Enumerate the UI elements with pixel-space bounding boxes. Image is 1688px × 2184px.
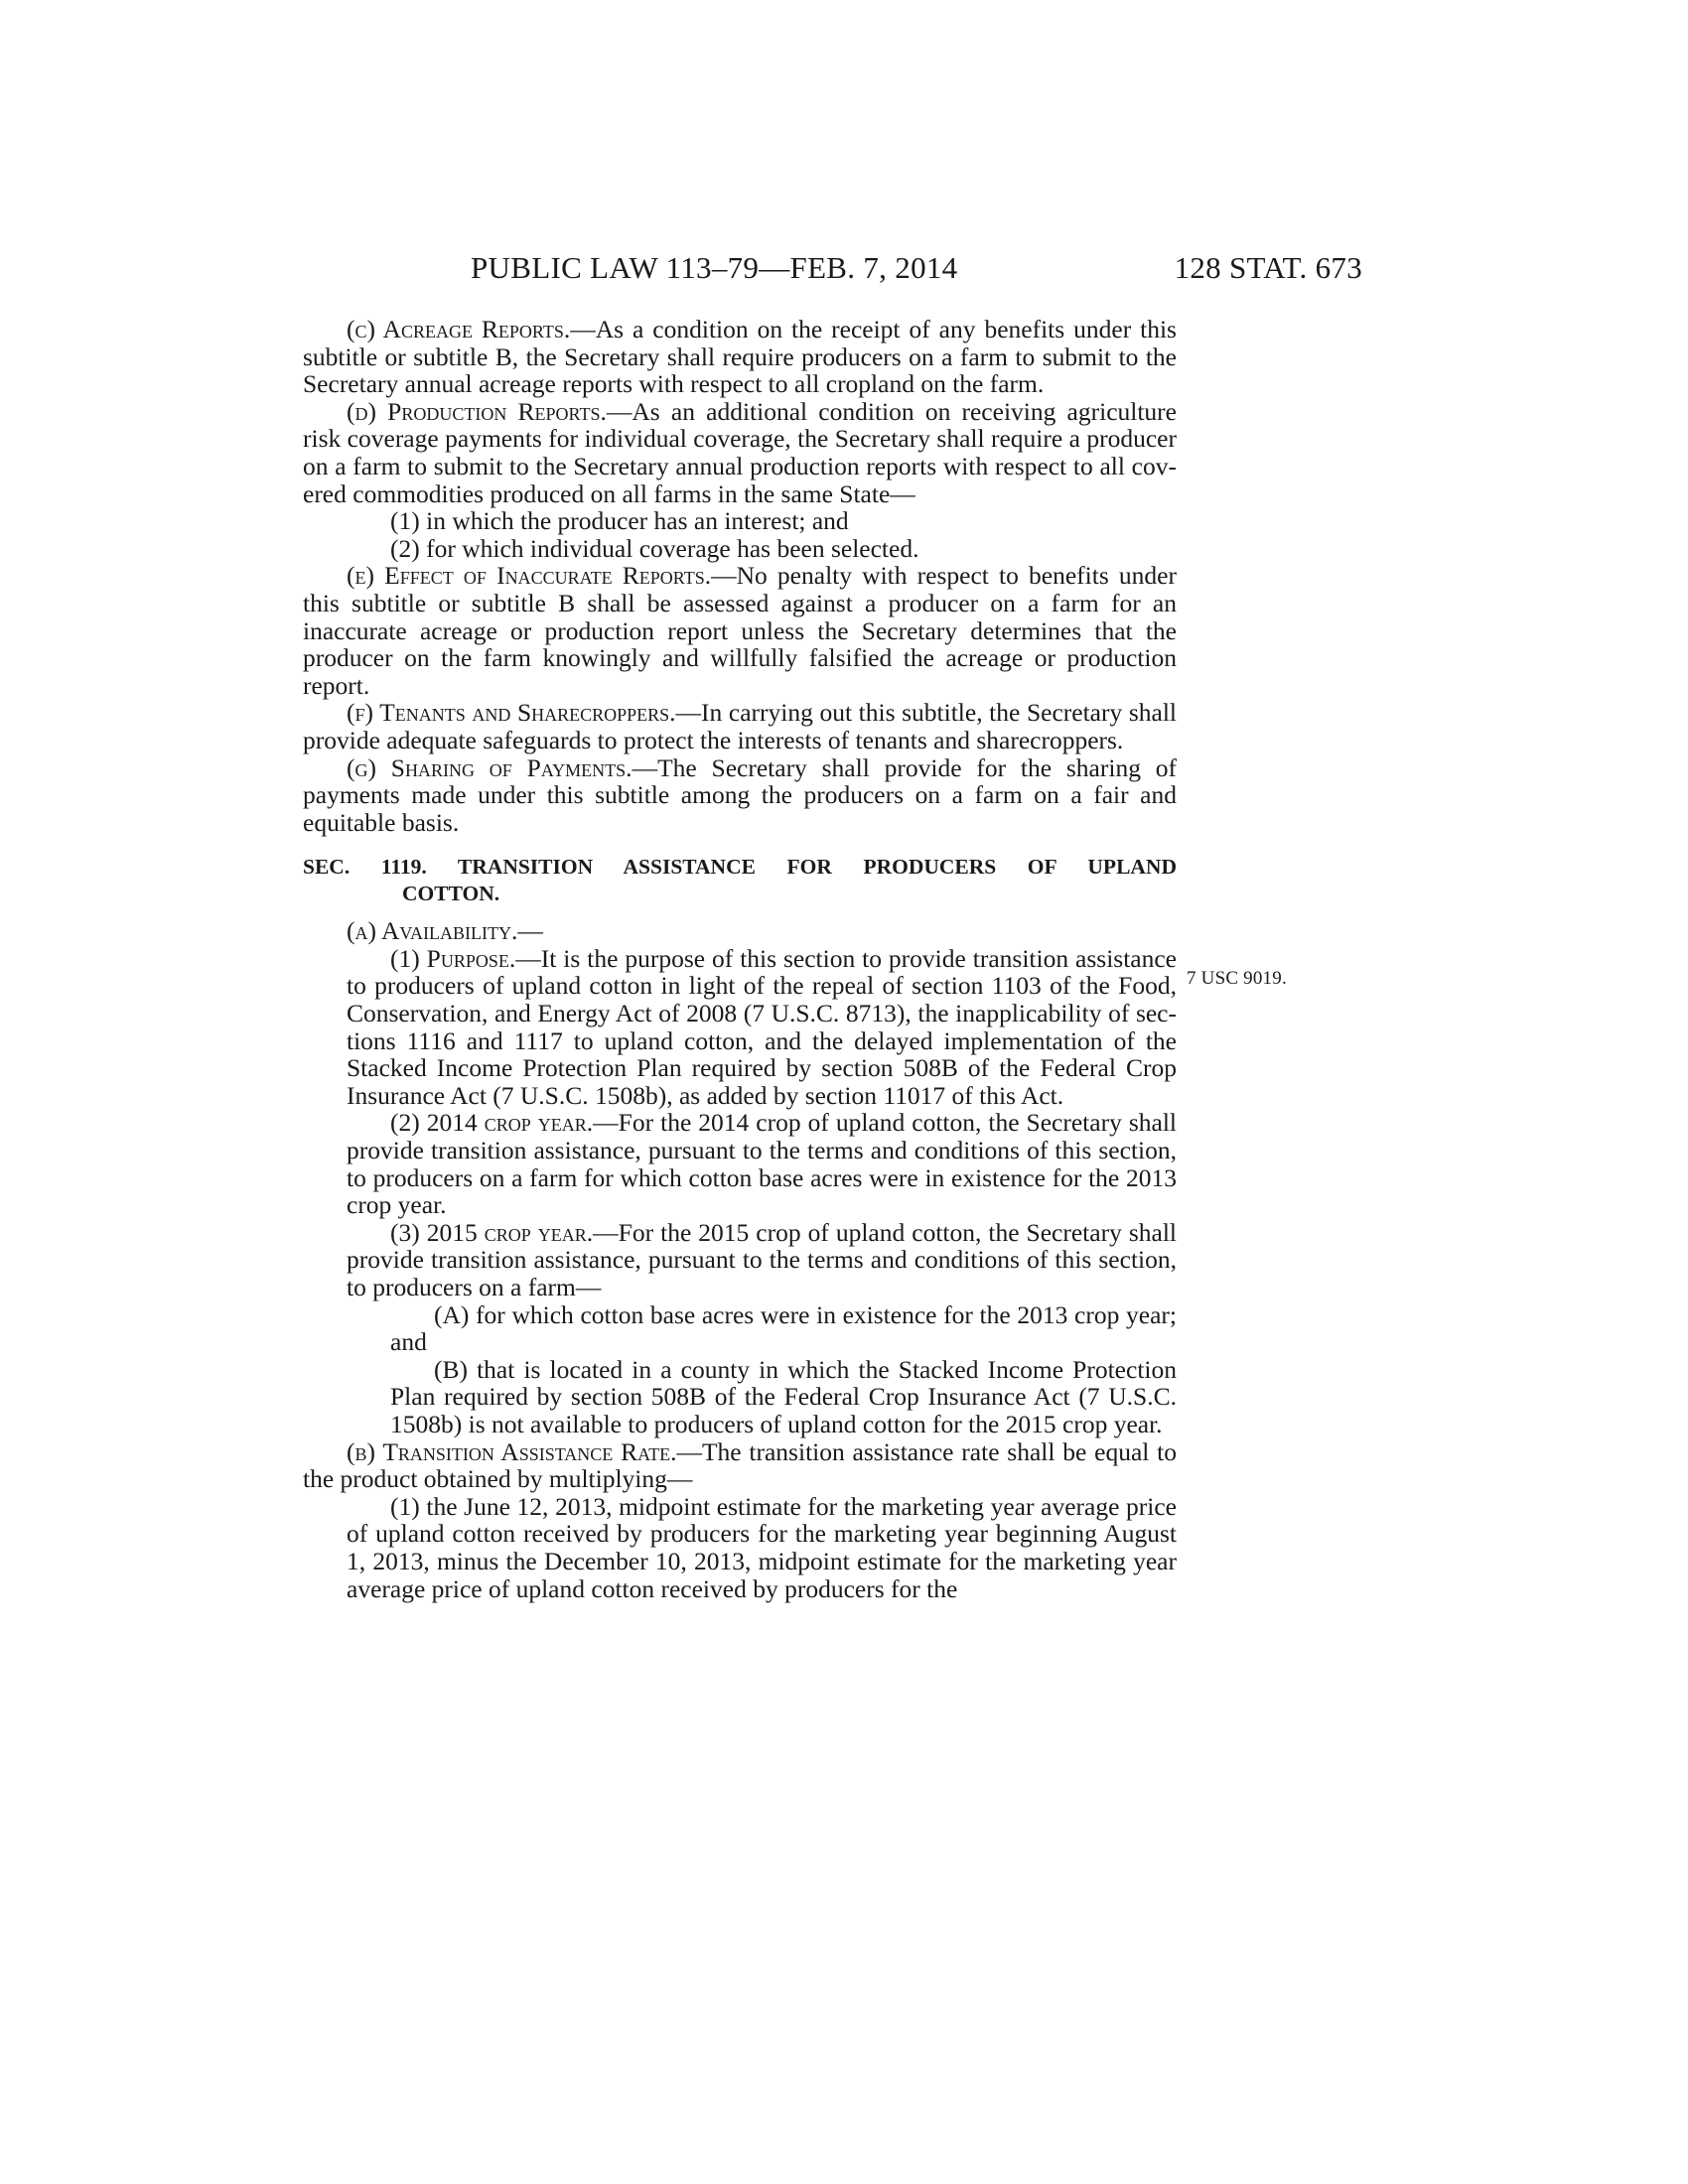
paragraph-a2-heading: (2) 2014 crop year. [390, 1108, 594, 1138]
paragraph-g [303, 754, 1177, 837]
paragraph-a1-text: —It is the purpose of this section to provide transition assistance to producers of upland cotton in light of the repeal of section 1103 of the Food, Conservation, and Energy Act of 2008 (7 U.S.C. 8713), the inapplicability of sections 1116 and 1117 to upland cotton, and the delayed implementation of the Stacked Income Protection Plan required by section 508B of the Federal Crop Insurance Act (7 U.S.C. 1508b), as added by section 11017 of this Act. [347, 943, 1177, 1110]
section-heading-line2: COTTON. [402, 882, 500, 906]
paragraph-f-heading: (f) Tenants and Sharecroppers. [347, 698, 676, 728]
paragraph-a2 [303, 1109, 1177, 1218]
running-head-title: PUBLIC LAW 113–79—FEB. 7, 2014 [471, 250, 958, 285]
paragraph-a1-heading: (1) Purpose. [390, 943, 516, 973]
paragraph-b-heading: (b) Transition Assistance Rate. [347, 1436, 677, 1466]
paragraph-e-text: —No penalty with respect to benefits under this subtitle or subtitle B shall be assessed against a producer on a farm for an inaccurate acreage or production report unless the Secretary determines that the producer on the farm knowingly and willfully falsified the acreage or production report. [303, 561, 1177, 700]
page-header [0, 250, 1688, 290]
paragraph-f [303, 699, 1177, 753]
paragraph-a1 [303, 945, 1177, 1110]
paragraph-b [303, 1438, 1177, 1493]
paragraph-e [303, 562, 1177, 699]
paragraph-a3B: (B) that is located in a county in which the Stacked Income Protection Plan required by section 508B of the Federal Crop Insurance Act (7 U.S.C. 1508b) is not available to producers of upland cotton for the 2015 crop year. [390, 1354, 1177, 1438]
paragraph-d1: (1) in which the producer has an interest; and [390, 506, 849, 536]
paragraph-d2: (2) for which individual coverage has been selected. [390, 533, 919, 563]
page-stat-number: 128 STAT. 673 [1174, 250, 1362, 285]
paragraph-a2-text: —For the 2014 crop of upland cotton, the Secretary shall provide transition assistance, pursuant to the terms and conditions of this section, to producers on a farm for which cotton base acres were in existence for the 2013 crop year. [347, 1108, 1177, 1220]
paragraph-e-heading: (e) Effect of Inaccurate Reports. [347, 561, 712, 591]
paragraph-a-heading: (a) Availability. [347, 916, 518, 946]
paragraph-g-text: —The Secretary shall provide for the sharing of payments made under this subtitle among the producers on a farm on a fair and equitable basis. [303, 752, 1178, 837]
margin-note-usc: 7 USC 9019. [1187, 968, 1287, 989]
paragraph-d [303, 398, 1177, 507]
paragraph-a3-text: —For the 2015 crop of upland cotton, the Secretary shall provide transition assistance, pursuant to the terms and conditions of this section, to producers on a farm— [347, 1217, 1177, 1301]
paragraph-a3A: (A) for which cotton base acres were in existence for the 2013 crop year; and [390, 1299, 1177, 1357]
section-heading [303, 854, 1177, 907]
paragraph-d-heading: (d) Production Reports. [347, 396, 607, 426]
paragraph-a-dash: — [517, 916, 543, 946]
paragraph-a3-heading: (3) 2015 crop year. [390, 1217, 594, 1247]
paragraph-d-text: —As an additional condition on receiving agriculture risk coverage payments for individual coverage, the Secretary shall require a producer on a farm to submit to the Secretary annual production reports with respect to all covered commodities produced on all farms in the same State— [303, 396, 1177, 508]
section-heading-line1: SEC. 1119. TRANSITION ASSISTANCE FOR PRODUCERS OF UPLAND [303, 855, 1177, 880]
paragraph-f-text: —In carrying out this subtitle, the Secretary shall provide adequate safeguards to protect the interests of tenants and sharecroppers. [303, 698, 1177, 754]
paragraph-b-text: —The transition assistance rate shall be equal to the product obtained by multiplying— [303, 1436, 1177, 1494]
paragraph-a3 [303, 1219, 1177, 1301]
paragraph-a [303, 917, 1177, 945]
paragraph-b1: (1) the June 12, 2013, midpoint estimate for the marketing year average price of upland cotton received by producers for the marketing year beginning August 1, 2013, minus the December 10, 2013, midpoint estimate for the marketing year average price of upland cotton received by producers for the [347, 1491, 1177, 1603]
paragraph-g-heading: (g) Sharing of Payments. [347, 752, 633, 782]
paragraph-c-heading: (c) Acreage Reports. [347, 315, 571, 343]
paragraph-c [303, 316, 1177, 398]
document-body [303, 316, 1177, 1602]
paragraph-c-text: —As a condition on the receipt of any benefits under this subtitle or subtitle B, the Secretary shall require producers on a farm to submit to the Secretary annual acreage reports with respect to all cropland on the farm. [303, 315, 1177, 399]
